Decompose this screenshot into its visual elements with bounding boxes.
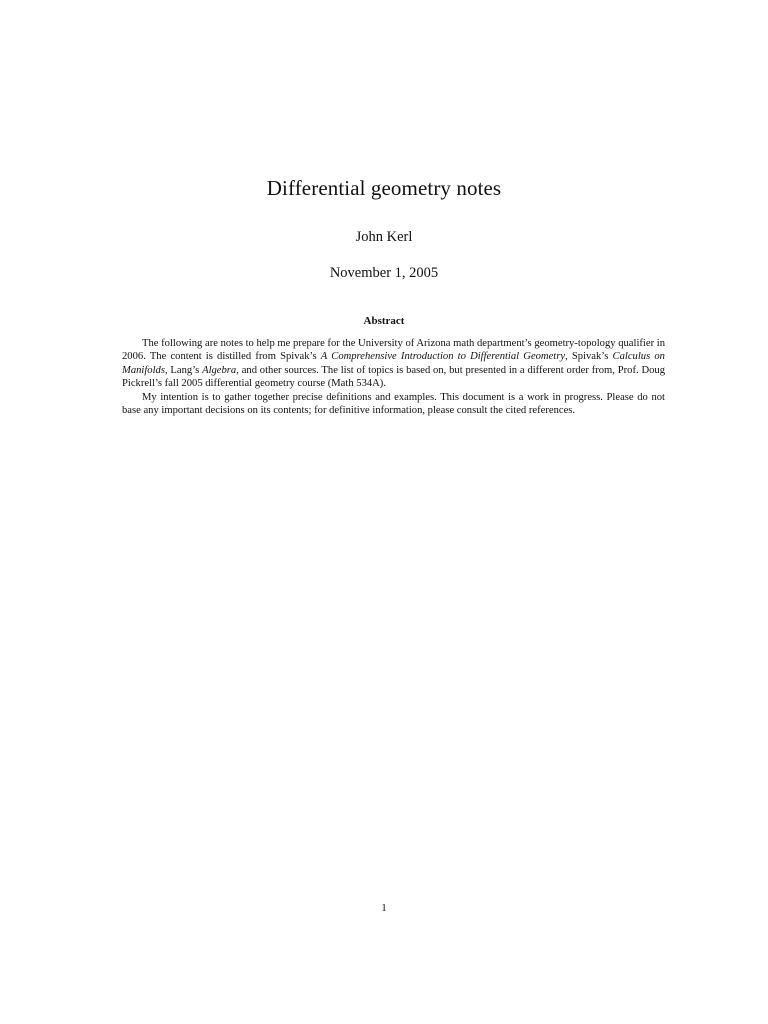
abstract-text: , and other sources. The list of topics is based on, but presented in a different order from, Prof. Doug Pickrell’s fall 2005 differential geometry course (Math 534A). (122, 364, 665, 390)
abstract-body (122, 337, 665, 417)
document-date: November 1, 2005 (329, 265, 439, 281)
reference-title: A Comprehensive Introduction to Differential Geometry (320, 351, 566, 363)
reference-title: Algebra (202, 364, 237, 376)
abstract-paragraph (122, 337, 665, 391)
abstract-heading: Abstract (363, 315, 405, 327)
document-title: Differential geometry notes (266, 176, 502, 200)
abstract-text: , Spivak’s (565, 351, 613, 363)
abstract-text: , Lang’s (164, 364, 203, 376)
page-number: 1 (381, 902, 387, 914)
abstract-paragraph: My intention is to gather together precise definitions and examples. This document is a work in progress. Please do not base any important decisions on its contents; for definitive information, please consult the cited references. (122, 391, 665, 417)
author-name: John Kerl (355, 229, 413, 245)
reference-title: Calculus on Manifolds (122, 351, 665, 376)
abstract-text: The following are notes to help me prepare for the University of Arizona math department’s geometry-topology qualifier in 2006. The content is distilled from Spivak’s (122, 338, 665, 363)
